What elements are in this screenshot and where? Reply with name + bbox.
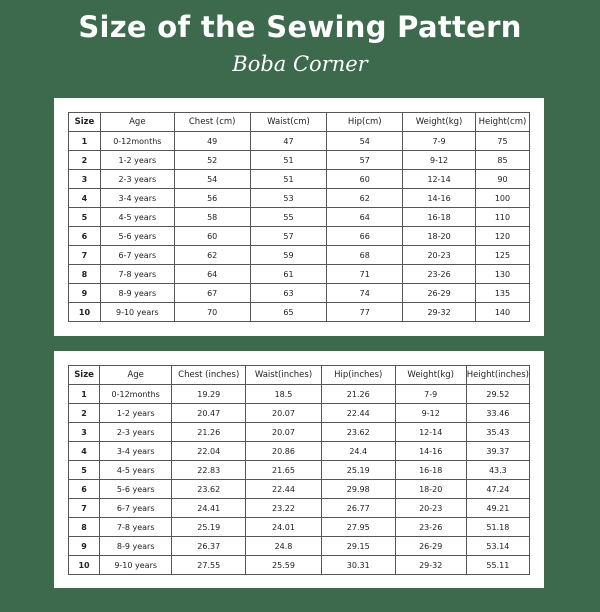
table-cell: 35.43 — [466, 423, 529, 442]
column-header: Waist(inches) — [246, 366, 322, 385]
table-cell: 14-16 — [403, 189, 476, 208]
table-cell: 64 — [174, 265, 250, 284]
table-cell: 21.26 — [321, 385, 395, 404]
table-cell: 21.26 — [172, 423, 246, 442]
table-cell: 75 — [475, 132, 529, 151]
table-row — [69, 227, 530, 246]
table-cell: 8-9 years — [100, 537, 172, 556]
table-row — [69, 151, 530, 170]
table-cell: 7-8 years — [100, 518, 172, 537]
table-row — [69, 556, 530, 575]
table-cell: 110 — [475, 208, 529, 227]
table-row — [69, 246, 530, 265]
table-cell: 65 — [250, 303, 327, 322]
table-cell: 51.18 — [466, 518, 529, 537]
table-cell: 21.65 — [246, 461, 322, 480]
size-cell: 6 — [69, 227, 101, 246]
column-header: Age — [100, 113, 174, 132]
table-cell: 62 — [327, 189, 403, 208]
column-header: Weight(kg) — [403, 113, 476, 132]
table-cell: 24.01 — [246, 518, 322, 537]
table-cell: 7-9 — [403, 132, 476, 151]
table-cell: 70 — [174, 303, 250, 322]
table-cell: 26-29 — [395, 537, 466, 556]
table-cell: 24.41 — [172, 499, 246, 518]
table-cell: 19.29 — [172, 385, 246, 404]
table-cell: 4-5 years — [100, 208, 174, 227]
table-cell: 71 — [327, 265, 403, 284]
table-cell: 54 — [174, 170, 250, 189]
table-cell: 60 — [327, 170, 403, 189]
table-cell: 51 — [250, 170, 327, 189]
table-cell: 49 — [174, 132, 250, 151]
table-cell: 120 — [475, 227, 529, 246]
size-cell: 3 — [69, 423, 100, 442]
table-header-row — [69, 113, 530, 132]
table-cell: 47.24 — [466, 480, 529, 499]
table-cell: 61 — [250, 265, 327, 284]
table-cell: 57 — [250, 227, 327, 246]
table-cell: 26.77 — [321, 499, 395, 518]
size-table-inches — [68, 365, 530, 575]
table-cell: 62 — [174, 246, 250, 265]
table-row — [69, 132, 530, 151]
table-cell: 47 — [250, 132, 327, 151]
table-row — [69, 423, 530, 442]
column-header: Height(cm) — [475, 113, 529, 132]
table-cell: 9-12 — [403, 151, 476, 170]
size-cell: 10 — [69, 556, 100, 575]
size-cell: 10 — [69, 303, 101, 322]
table-cell: 53.14 — [466, 537, 529, 556]
table-cell: 3-4 years — [100, 442, 172, 461]
table-cell: 85 — [475, 151, 529, 170]
table-cell: 25.59 — [246, 556, 322, 575]
column-header: Hip(inches) — [321, 366, 395, 385]
table-cell: 20.07 — [246, 423, 322, 442]
table-row — [69, 303, 530, 322]
size-cell: 5 — [69, 461, 100, 480]
table-cell: 51 — [250, 151, 327, 170]
table-cell: 29.15 — [321, 537, 395, 556]
table-cell: 53 — [250, 189, 327, 208]
table-cell: 54 — [327, 132, 403, 151]
table-cell: 66 — [327, 227, 403, 246]
size-cell: 9 — [69, 537, 100, 556]
table-row — [69, 537, 530, 556]
column-header: Age — [100, 366, 172, 385]
table-cell: 26-29 — [403, 284, 476, 303]
table-cell: 4-5 years — [100, 461, 172, 480]
table-cell: 23.62 — [172, 480, 246, 499]
size-cell: 2 — [69, 404, 100, 423]
table-cell: 59 — [250, 246, 327, 265]
size-cell: 1 — [69, 132, 101, 151]
brand-signature: Boba Corner — [232, 52, 368, 76]
table-row — [69, 208, 530, 227]
table-cell: 9-12 — [395, 404, 466, 423]
table-cell: 1-2 years — [100, 151, 174, 170]
table-cell: 125 — [475, 246, 529, 265]
table-cell: 9-10 years — [100, 556, 172, 575]
table-cell: 3-4 years — [100, 189, 174, 208]
table-cell: 74 — [327, 284, 403, 303]
table-cell: 43.3 — [466, 461, 529, 480]
size-cell: 3 — [69, 170, 101, 189]
table-cell: 22.83 — [172, 461, 246, 480]
table-cell: 90 — [475, 170, 529, 189]
size-table-cm-card — [54, 98, 544, 336]
table-row — [69, 189, 530, 208]
table-cell: 0-12months — [100, 132, 174, 151]
table-cell: 30.31 — [321, 556, 395, 575]
table-cell: 14-16 — [395, 442, 466, 461]
size-table-cm — [68, 112, 530, 322]
table-cell: 55 — [250, 208, 327, 227]
table-row — [69, 265, 530, 284]
size-cell: 7 — [69, 499, 100, 518]
table-cell: 100 — [475, 189, 529, 208]
table-cell: 33.46 — [466, 404, 529, 423]
size-table-inches-card — [54, 351, 544, 588]
table-cell: 0-12months — [100, 385, 172, 404]
table-cell: 64 — [327, 208, 403, 227]
table-cell: 24.4 — [321, 442, 395, 461]
size-cell: 9 — [69, 284, 101, 303]
table-cell: 29.98 — [321, 480, 395, 499]
table-row — [69, 385, 530, 404]
column-header: Height(inches) — [466, 366, 529, 385]
table-header-row — [69, 366, 530, 385]
table-cell: 27.55 — [172, 556, 246, 575]
table-cell: 7-9 — [395, 385, 466, 404]
table-cell: 25.19 — [172, 518, 246, 537]
table-cell: 12-14 — [395, 423, 466, 442]
table-row — [69, 461, 530, 480]
size-cell: 4 — [69, 442, 100, 461]
table-cell: 18-20 — [395, 480, 466, 499]
table-cell: 68 — [327, 246, 403, 265]
table-cell: 135 — [475, 284, 529, 303]
table-cell: 140 — [475, 303, 529, 322]
table-cell: 60 — [174, 227, 250, 246]
table-row — [69, 170, 530, 189]
table-cell: 57 — [327, 151, 403, 170]
table-cell: 9-10 years — [100, 303, 174, 322]
table-cell: 130 — [475, 265, 529, 284]
table-cell: 20.86 — [246, 442, 322, 461]
size-cell: 4 — [69, 189, 101, 208]
table-cell: 49.21 — [466, 499, 529, 518]
table-cell: 22.04 — [172, 442, 246, 461]
table-cell: 22.44 — [321, 404, 395, 423]
table-cell: 12-14 — [403, 170, 476, 189]
table-cell: 8-9 years — [100, 284, 174, 303]
table-row — [69, 499, 530, 518]
table-cell: 20.07 — [246, 404, 322, 423]
table-cell: 16-18 — [395, 461, 466, 480]
column-header: Waist(cm) — [250, 113, 327, 132]
table-cell: 67 — [174, 284, 250, 303]
table-cell: 18-20 — [403, 227, 476, 246]
table-cell: 20-23 — [403, 246, 476, 265]
table-cell: 29.52 — [466, 385, 529, 404]
table-cell: 2-3 years — [100, 170, 174, 189]
column-header: Size — [69, 113, 101, 132]
column-header: Hip(cm) — [327, 113, 403, 132]
size-cell: 2 — [69, 151, 101, 170]
table-row — [69, 404, 530, 423]
page-title: Size of the Sewing Pattern — [78, 10, 522, 44]
size-cell: 8 — [69, 518, 100, 537]
table-cell: 7-8 years — [100, 265, 174, 284]
table-cell: 58 — [174, 208, 250, 227]
table-cell: 24.8 — [246, 537, 322, 556]
size-cell: 6 — [69, 480, 100, 499]
table-cell: 1-2 years — [100, 404, 172, 423]
table-cell: 27.95 — [321, 518, 395, 537]
table-row — [69, 518, 530, 537]
table-cell: 52 — [174, 151, 250, 170]
table-row — [69, 284, 530, 303]
table-row — [69, 480, 530, 499]
table-cell: 6-7 years — [100, 246, 174, 265]
table-cell: 5-6 years — [100, 480, 172, 499]
table-cell: 23.62 — [321, 423, 395, 442]
column-header: Size — [69, 366, 100, 385]
size-cell: 1 — [69, 385, 100, 404]
table-cell: 77 — [327, 303, 403, 322]
size-cell: 5 — [69, 208, 101, 227]
table-cell: 5-6 years — [100, 227, 174, 246]
table-cell: 55.11 — [466, 556, 529, 575]
table-cell: 56 — [174, 189, 250, 208]
table-cell: 23.22 — [246, 499, 322, 518]
column-header: Chest (cm) — [174, 113, 250, 132]
size-cell: 7 — [69, 246, 101, 265]
table-cell: 39.37 — [466, 442, 529, 461]
column-header: Chest (inches) — [172, 366, 246, 385]
table-cell: 29-32 — [403, 303, 476, 322]
table-cell: 20.47 — [172, 404, 246, 423]
table-cell: 26.37 — [172, 537, 246, 556]
table-cell: 18.5 — [246, 385, 322, 404]
table-cell: 16-18 — [403, 208, 476, 227]
table-cell: 25.19 — [321, 461, 395, 480]
table-cell: 6-7 years — [100, 499, 172, 518]
table-cell: 22.44 — [246, 480, 322, 499]
column-header: Weight(kg) — [395, 366, 466, 385]
table-cell: 23-26 — [403, 265, 476, 284]
table-row — [69, 442, 530, 461]
table-cell: 2-3 years — [100, 423, 172, 442]
table-cell: 63 — [250, 284, 327, 303]
table-cell: 23-26 — [395, 518, 466, 537]
size-cell: 8 — [69, 265, 101, 284]
table-cell: 29-32 — [395, 556, 466, 575]
table-cell: 20-23 — [395, 499, 466, 518]
